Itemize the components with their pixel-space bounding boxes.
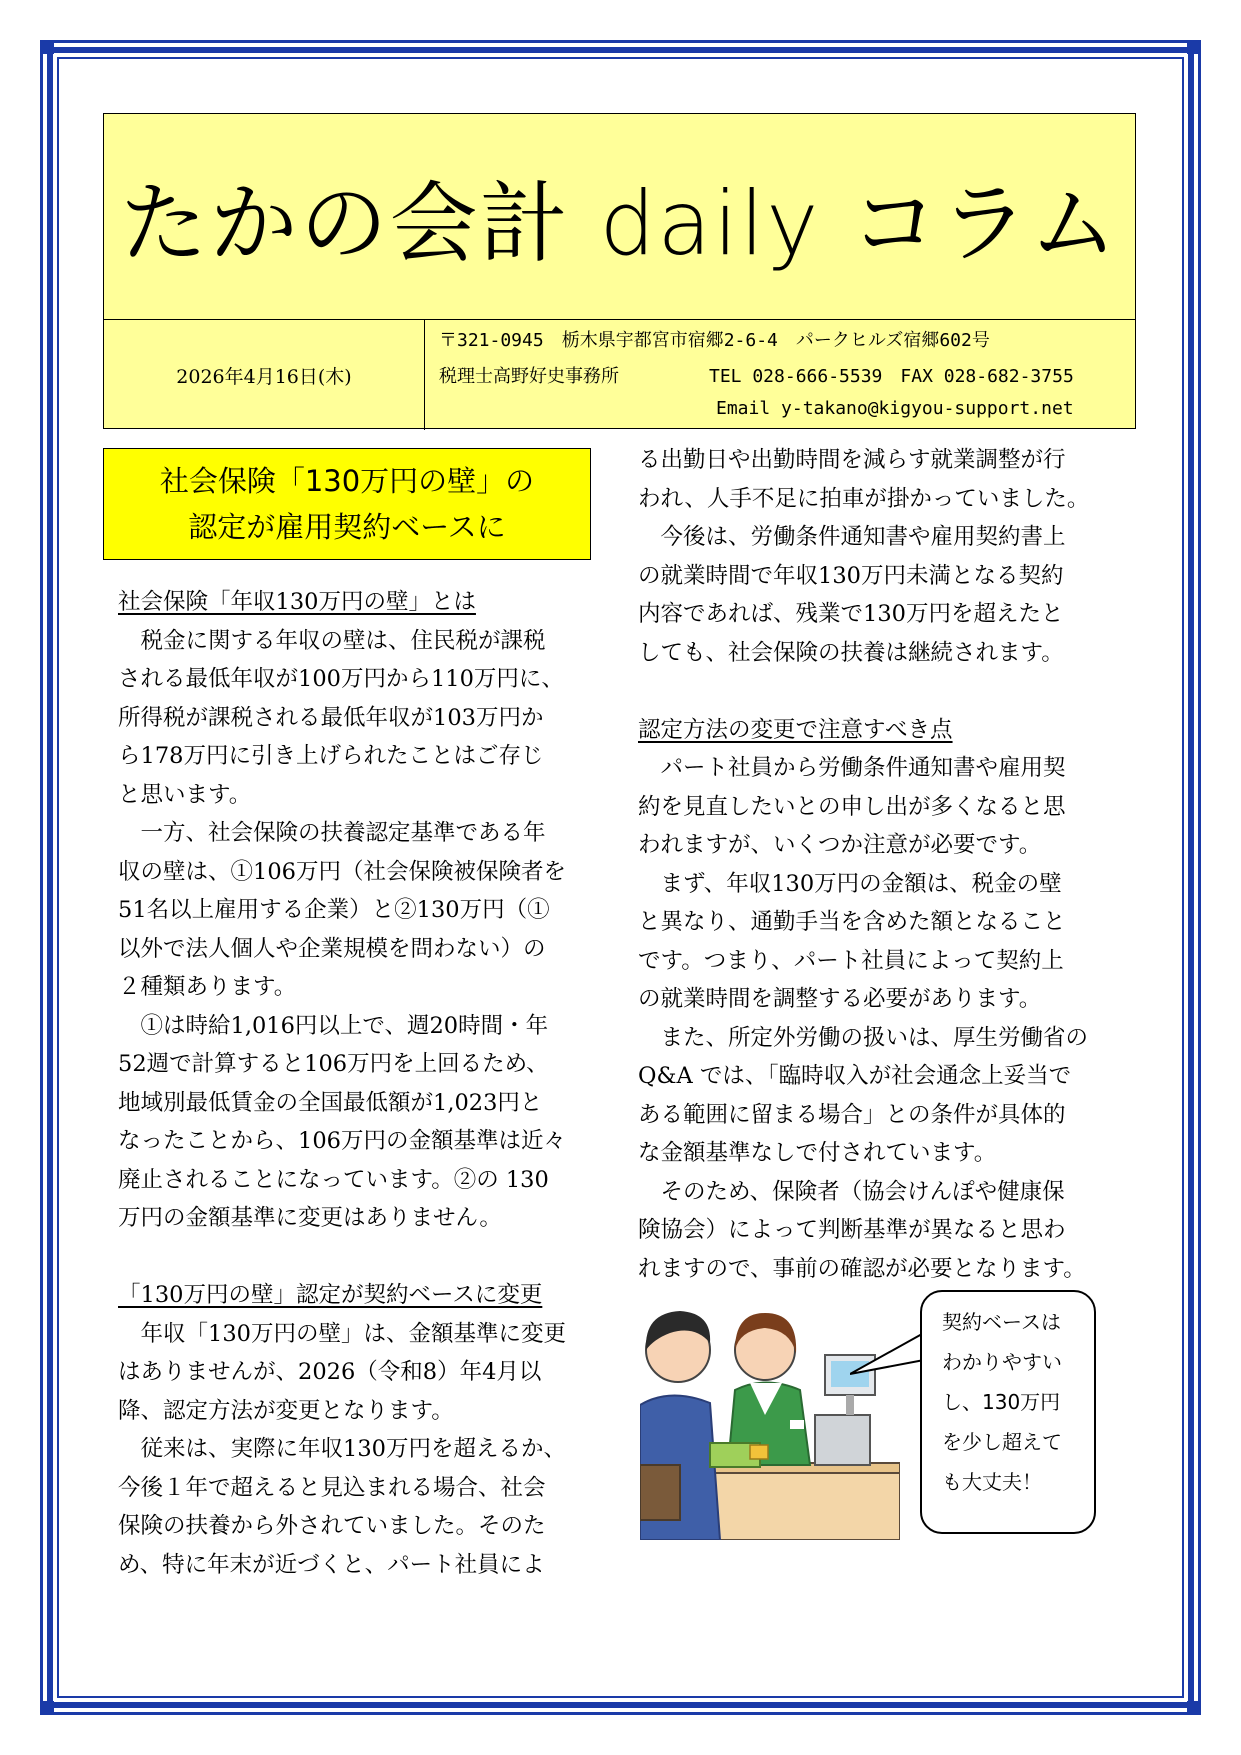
newsletter-title: たかの会計 daily コラム	[119, 171, 1120, 275]
section-heading: 社会保険「年収130万円の壁」とは	[118, 589, 476, 615]
text-line: 税金に関する年収の壁は、住民税が課税	[140, 627, 546, 654]
text-line: われますが、いくつか注意が必要です。	[638, 832, 1042, 858]
text-line: 一方、社会保険の扶養認定基準である年	[140, 820, 546, 846]
text-line: される最低年収が100万円から110万円に、	[118, 666, 564, 692]
section-heading: 「130万円の壁」認定が契約ベースに変更	[118, 1282, 543, 1308]
text-line: なったことから、106万円の金額基準は近々	[118, 1128, 566, 1154]
text-line: です。つまり、パート社員によって契約上	[638, 947, 1064, 974]
text-line: 以外で法人個人や企業規模を問わない）の	[118, 935, 546, 962]
border-corner	[1187, 1701, 1201, 1715]
text-line: 今後は、労働条件通知書や雇用契約書上	[660, 524, 1066, 550]
text-line: そのため、保険者（協会けんぽや健康保	[660, 1178, 1065, 1205]
text-line: まず、年収130万円の金額は、税金の壁	[660, 870, 1062, 897]
contact-block	[439, 320, 1125, 430]
bubble-line: も大丈夫！	[942, 1470, 1042, 1494]
office-email: Email y-takano@kigyou-support.net	[716, 398, 1074, 419]
text-line: と思います。	[118, 781, 252, 808]
bubble-line: 契約ベースは	[942, 1310, 1061, 1334]
right-column	[638, 441, 1138, 1288]
text-line: 従来は、実際に年収130万円を超えるか、	[140, 1436, 566, 1462]
office-phone-fax: TEL 028-666-5539 FAX 028-682-3755	[709, 366, 1074, 387]
left-column	[118, 583, 608, 1584]
text-line: Q&A では、「臨時収入が社会通念上妥当で	[638, 1063, 1072, 1089]
text-line: 地域別最低賃金の全国最低額が1,023円と	[118, 1089, 543, 1116]
bubble-line: わかりやすい	[942, 1350, 1062, 1374]
text-line: 年収「130万円の壁」は、金額基準に変更	[140, 1320, 566, 1347]
speech-bubble-tail	[850, 1330, 930, 1390]
office-name: 税理士高野好史事務所	[439, 366, 619, 387]
text-line: 降、認定方法が変更となります。	[118, 1397, 454, 1424]
bubble-line: し、130万円	[942, 1390, 1061, 1414]
text-line: ２種類あります。	[118, 974, 297, 1000]
text-line: 内容であれば、残業で130万円を超えたと	[638, 601, 1064, 627]
header-info-row	[104, 319, 1135, 430]
text-line: の就業時間を調整する必要があります。	[638, 986, 1042, 1012]
text-line: 所得税が課税される最低年収が103万円か	[118, 704, 544, 731]
text-line: 今後１年で超えると見込まれる場合、社会	[118, 1474, 546, 1501]
bubble-line: を少し超えて	[942, 1430, 1062, 1454]
text-line: 万円の金額基準に変更はありません。	[118, 1205, 502, 1231]
border-corner	[40, 40, 54, 54]
text-line: な金額基準なしで付されています。	[638, 1140, 997, 1166]
text-line: の就業時間で年収130万円未満となる契約	[638, 562, 1064, 589]
text-line: はありませんが、2026（令和8）年4月以	[118, 1359, 542, 1385]
issue-date: 2026年4月16日(木)	[104, 320, 425, 430]
headline-line-1: 社会保険「130万円の壁」の	[159, 464, 535, 498]
text-line: しても、社会保険の扶養は継続されます。	[638, 639, 1064, 666]
newsletter-header	[103, 113, 1136, 429]
text-line: ある範囲に留まる場合」との条件が具体的	[638, 1101, 1066, 1128]
text-line: 52週で計算すると106万円を上回るため、	[118, 1051, 549, 1077]
text-line: と異なり、通勤手当を含めた額となること	[638, 909, 1066, 935]
text-line: パート社員から労働条件通知書や雇用契	[660, 755, 1066, 781]
text-line: め、特に年末が近づくと、パート社員によ	[118, 1551, 545, 1578]
section-heading: 認定方法の変更で注意すべき点	[638, 716, 953, 743]
text-line: 保険の扶養から外されていました。そのた	[118, 1513, 546, 1539]
text-line: われ、人手不足に拍車が掛かっていました。	[638, 485, 1090, 512]
text-line: また、所定外労働の扱いは、厚生労働省の	[660, 1024, 1089, 1051]
text-line: 廃止されることになっています。②の 130	[118, 1166, 549, 1193]
speech-bubble	[920, 1290, 1096, 1534]
text-line: ①は時給1,016円以上で、週20時間・年	[140, 1012, 549, 1039]
text-line: 51名以上雇用する企業）と②130万円（①	[118, 897, 550, 923]
text-line: 約を見直したいとの申し出が多くなると思	[638, 793, 1066, 820]
text-line: 険協会）によって判断基準が異なると思わ	[638, 1217, 1066, 1243]
text-line: 収の壁は、①106万円（社会保険被保険者を	[118, 858, 566, 885]
text-line: ら178万円に引き上げられたことはご存じ	[118, 743, 544, 769]
office-address: 〒321-0945 栃木県宇都宮市宿郷2-6-4 パークヒルズ宿郷602号	[439, 330, 990, 351]
border-corner	[1187, 40, 1201, 54]
text-line: る出勤日や出勤時間を減らす就業調整が行	[638, 447, 1066, 473]
article-headline	[103, 448, 591, 560]
border-corner	[40, 1701, 54, 1715]
text-line: れますので、事前の確認が必要となります。	[638, 1255, 1086, 1282]
headline-line-2: 認定が雇用契約ベースに	[188, 510, 506, 544]
